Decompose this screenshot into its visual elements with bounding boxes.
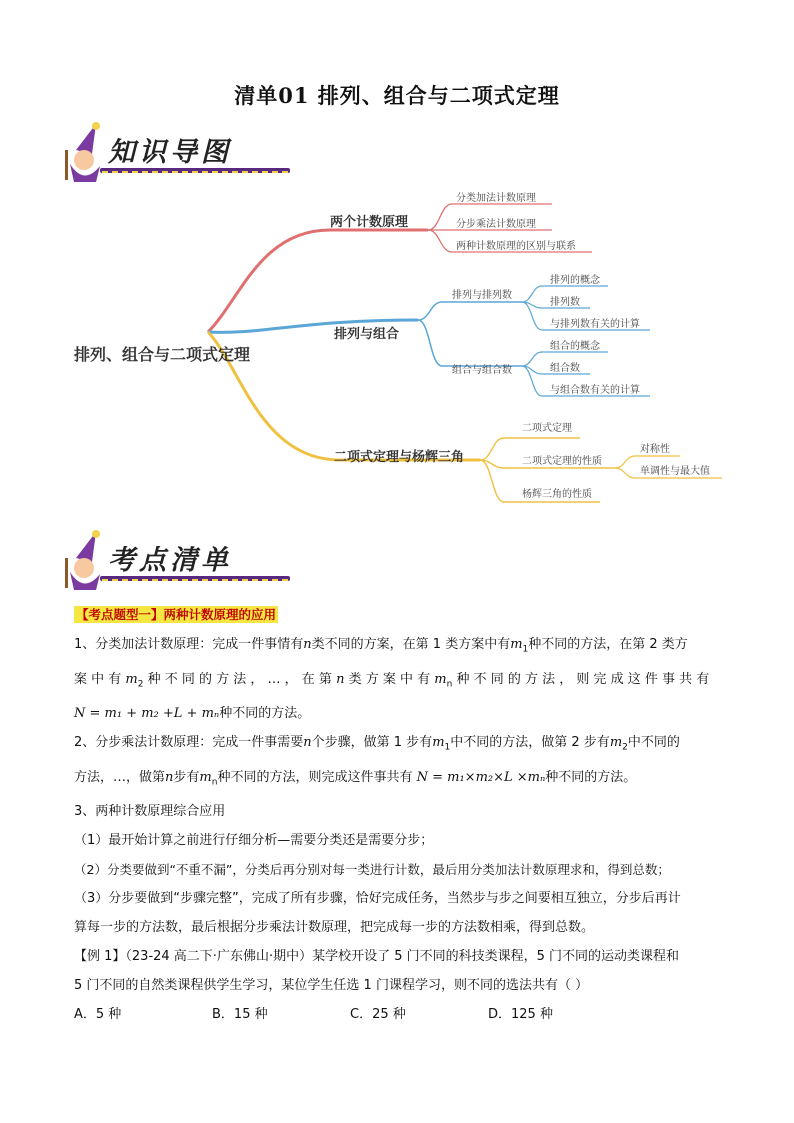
topic-tag: 【考点题型一】两种计数原理的应用	[76, 607, 277, 622]
example-1: 【例 1】（23-24 高二下·广东佛山·期中）某学校开设了 5 门不同的科技类课程，5 门不同的运动类课程和	[74, 949, 680, 965]
banner-title: 考点清单	[108, 545, 232, 576]
mindmap-leaf: 组合数	[550, 363, 580, 374]
mindmap-leaf: 组合的概念	[550, 341, 600, 352]
section-banner-checklist	[62, 528, 262, 598]
mindmap-leaf: 分类加法计数原理	[456, 193, 536, 204]
option-d: D．125 种	[488, 1007, 553, 1023]
mindmap-leaf: 二项式定理的性质	[522, 456, 602, 467]
option-b: B．15 种	[212, 1007, 268, 1023]
answer-options	[74, 1000, 724, 1029]
wizard-mascot-icon	[62, 528, 112, 594]
option-c: C．25 种	[350, 1007, 406, 1023]
wizard-mascot-icon	[62, 120, 112, 186]
formula-sum: N = m₁ + m₂ +L + mₙ	[74, 706, 220, 722]
mindmap-sub: 排列与排列数	[452, 290, 512, 301]
mindmap-branch-2: 排列与组合	[334, 327, 400, 342]
mindmap-branch-3: 二项式定理与杨辉三角	[334, 450, 465, 465]
mindmap-branch-1: 两个计数原理	[330, 215, 409, 230]
mindmap-sub: 组合与组合数	[452, 365, 512, 376]
option-a: A．5 种	[74, 1007, 122, 1023]
mind-map	[60, 190, 740, 510]
mindmap-leaf: 对称性	[640, 444, 670, 455]
content-block: 【考点题型一】两种计数原理的应用 1、分类加法计数原理：完成一件事情有n类不同的方案，在第 1 类方案中有$m_1$种不同的方法，在第 2 类方 案 中 有 $m_2$ 种 不 同 的 方 法 ， … ， 在 第 n 类 方 案 中 有 $m_n$ 种 不 同 的 方 法 ， 则 完 成 这 件 事 共 有 N = m₁ + m₂ +L + mₙ种不同的方法。 2、分步乘法计数原理：完成一件事需要n个步骤，做第 1 步有$m_1$中不同的方法，做第 2 步有$m_2$中不同的 方法，…，做第n步有$m_n$种不同的方法，则完成这件事共有 N = m₁×m₂×L ×mₙ种不同的方法。 3、两种计数原理综合应用 （1）最开始计算之前进行仔细分析—需要分类还是需要分步； （2）分类要做到“不重不漏”，分类后再分别对每一类进行计数，最后用分类加法计数原理求和，得到总数； （3）分步要做到“步骤完整”，完成了所有步骤，恰好完成任务，当然步与步之间要相互独立，分步后再计 算每一步的方法数，最后根据分步乘法计数原理，把完成每一步的方法数相乘，得到总数。 【例 1】（23-24 高二下·广东佛山·期中）某学校开设了 5 门不同的科技类课程，5 门不同的运动类课程和 5 门不同的自然类课程供学生学习，某位学生任选 1 门课程学习，则不同的选法共有（ ） A．5 种 B．15 种 C．25 种 D．125 种	[74, 600, 724, 1029]
mindmap-leaf: 分步乘法计数原理	[456, 219, 536, 230]
mindmap-leaf: 二项式定理	[522, 423, 572, 434]
mindmap-leaf: 单调性与最大值	[640, 466, 710, 477]
page-title: 清单01 排列、组合与二项式定理	[234, 83, 560, 108]
mindmap-leaf: 排列数	[550, 297, 580, 308]
mindmap-root: 排列、组合与二项式定理	[74, 345, 251, 364]
formula-product: N = m₁×m₂×L ×mₙ	[416, 769, 546, 785]
banner-title: 知识导图	[108, 137, 232, 168]
mindmap-leaf: 两种计数原理的区别与联系	[456, 241, 576, 252]
section-banner-mindmap	[62, 120, 262, 190]
mindmap-leaf: 与排列数有关的计算	[550, 319, 640, 330]
mindmap-leaf: 杨辉三角的性质	[522, 489, 592, 500]
mindmap-leaf: 排列的概念	[550, 275, 600, 286]
mindmap-leaf: 与组合数有关的计算	[550, 385, 640, 396]
